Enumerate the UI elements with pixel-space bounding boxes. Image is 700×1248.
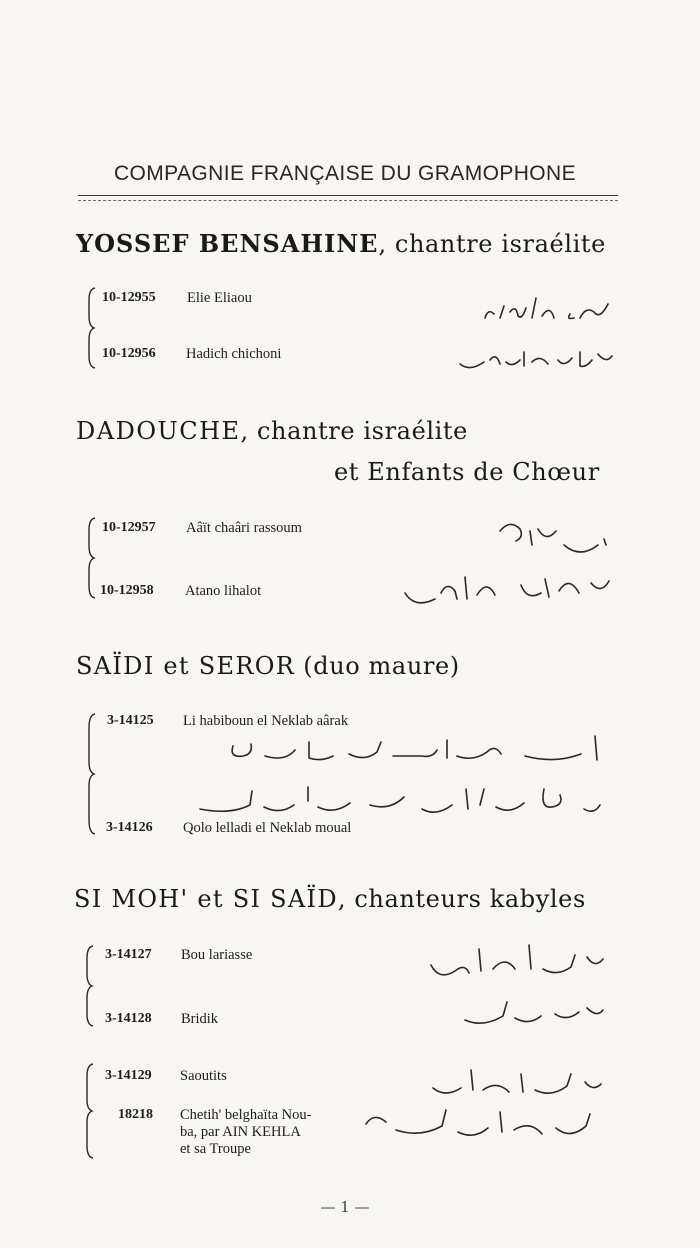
artist-description: , chantre israélite <box>240 417 468 445</box>
record-title-line: et sa Troupe <box>180 1141 251 1157</box>
section-heading-si-moh-si-said <box>74 885 586 913</box>
brace-icon <box>86 712 98 836</box>
section-heading-dadouche <box>76 417 468 445</box>
record-title: Bou lariasse <box>181 947 253 963</box>
hebrew-script-handwriting <box>440 338 620 378</box>
artist-description: (duo maure) <box>295 652 460 680</box>
brace-icon <box>84 1062 96 1160</box>
record-number: 3-14129 <box>105 1068 152 1083</box>
arabic-script-handwriting <box>455 990 610 1035</box>
record-title-line: Chetih' belghaïta Nou- <box>180 1107 312 1123</box>
record-title: Li habiboun el Neklab aârak <box>183 713 349 729</box>
arabic-script-handwriting <box>190 775 620 830</box>
record-number: 10-12958 <box>100 583 154 598</box>
record-title: Hadich chichoni <box>186 346 282 362</box>
record-title: Saoutits <box>180 1068 227 1084</box>
page-number: — 1 — <box>320 1198 370 1216</box>
record-number: 10-12957 <box>102 520 156 535</box>
record-title: Bridik <box>181 1011 219 1027</box>
section-heading-bensahine <box>76 229 606 258</box>
record-number: 18218 <box>118 1107 153 1122</box>
header-rule-dashed <box>78 200 618 201</box>
hebrew-script-handwriting <box>395 565 620 615</box>
brace-icon <box>86 516 98 600</box>
artist-name: DADOUCHE <box>76 417 241 445</box>
brace-icon <box>84 944 96 1028</box>
record-title-line: ba, par AIN KEHLA <box>180 1124 301 1140</box>
hebrew-script-handwriting <box>470 290 620 330</box>
record-title: Atano lihalot <box>185 583 262 599</box>
artist-description: , chanteurs kabyles <box>337 885 586 913</box>
arabic-script-handwriting <box>425 1060 610 1105</box>
record-number: 3-14128 <box>105 1011 152 1026</box>
record-number: 3-14125 <box>107 713 154 728</box>
record-number: 10-12955 <box>102 290 156 305</box>
artist-name: YOSSEF BENSAHINE <box>76 229 379 258</box>
record-title: Elie Eliaou <box>187 290 252 306</box>
section-subheading: et Enfants de Chœur <box>334 458 600 486</box>
record-title-multiline <box>180 1107 311 1158</box>
artist-name: SI MOH' et SI SAÏD <box>74 885 338 913</box>
record-number: 10-12956 <box>102 346 156 361</box>
record-number: 3-14126 <box>106 820 153 835</box>
record-title: Aâït chaâri rassoum <box>186 520 302 536</box>
section-heading-saidi-seror <box>76 652 460 680</box>
artist-name: SAÏDI et SEROR <box>76 652 296 680</box>
header-rule <box>78 195 618 196</box>
brace-icon <box>86 286 98 370</box>
record-number: 3-14127 <box>105 947 152 962</box>
catalog-header: COMPAGNIE FRANÇAISE DU GRAMOPHONE <box>113 162 577 185</box>
record-title: Qolo lelladi el Neklab moual <box>183 820 352 836</box>
arabic-script-handwriting <box>225 732 620 772</box>
artist-description: , chantre israélite <box>378 230 606 258</box>
hebrew-script-handwriting <box>480 515 620 565</box>
arabic-script-handwriting <box>425 935 610 985</box>
arabic-script-handwriting <box>360 1100 610 1155</box>
